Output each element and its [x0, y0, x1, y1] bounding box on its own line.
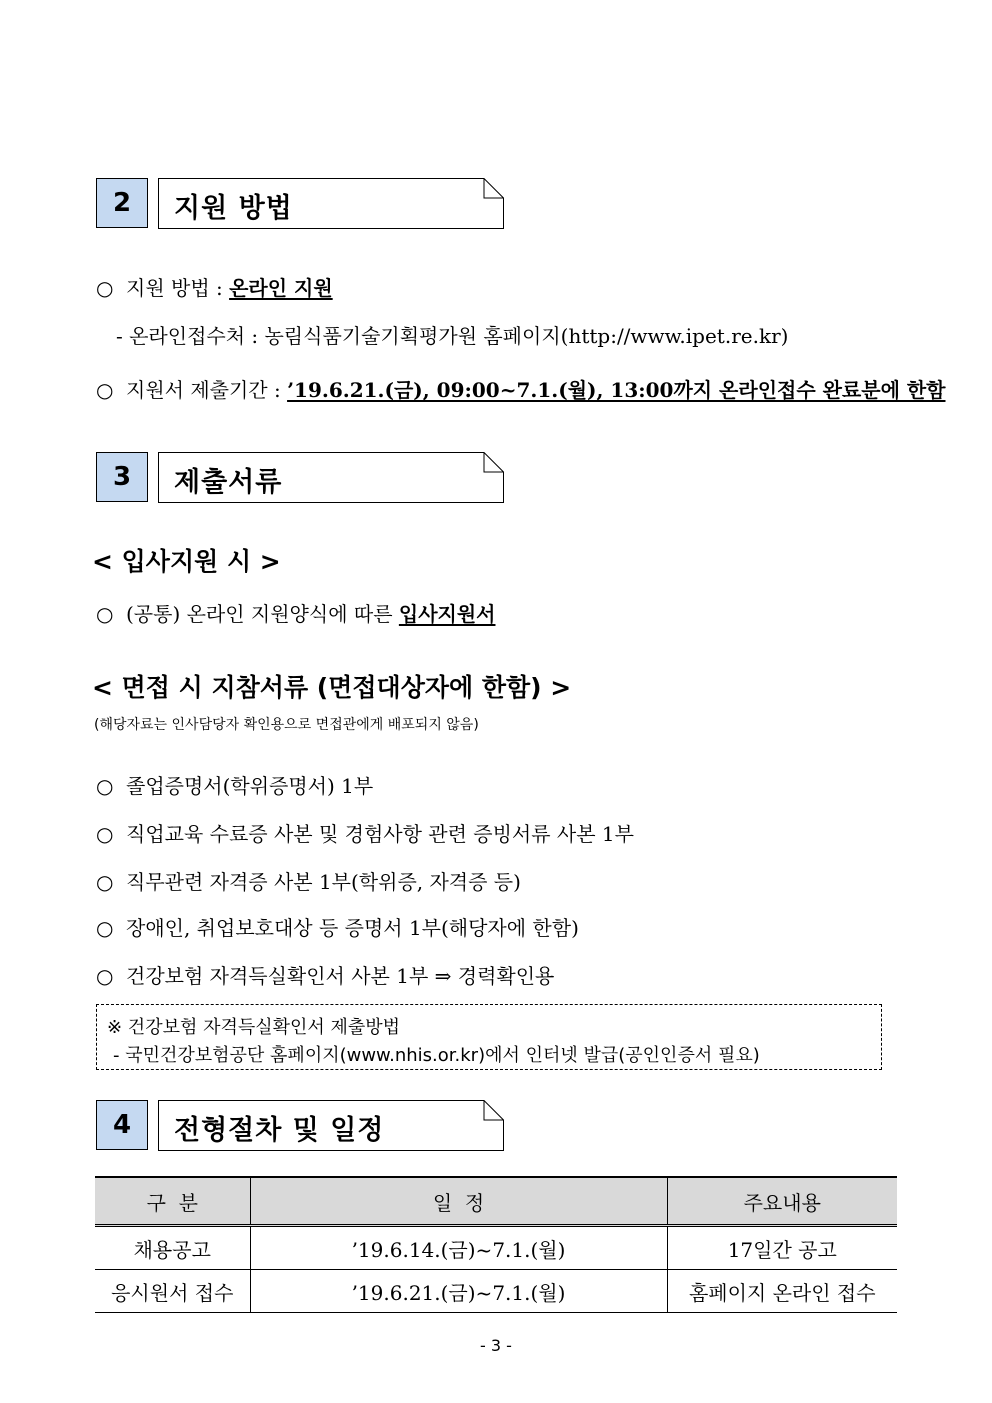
- table-cell: 채용공고: [95, 1226, 250, 1270]
- bullet-icon: ○: [96, 870, 114, 894]
- bullet-icon: ○: [96, 916, 114, 940]
- doc-item-text: 졸업증명서(학위증명서) 1부: [126, 774, 374, 798]
- apply-docs-heading: < 입사지원 시 >: [92, 547, 281, 576]
- section-number-2: 2: [96, 178, 148, 228]
- doc-item-text: 직업교육 수료증 사본 및 경험사항 관련 증빙서류 사본 1부: [126, 822, 634, 846]
- bullet-icon: ○: [96, 378, 114, 402]
- section-title-3: 제출서류: [174, 467, 283, 498]
- apply-period-value: ’19.6.21.(금), 09:00~7.1.(월), 13:00까지 온라인접수 완료분에 한함: [287, 378, 946, 402]
- table-header-row: [95, 1177, 897, 1226]
- section-title-box-3: [158, 452, 504, 502]
- interview-docs-note: (해당자료는 인사담당자 확인용으로 면접관에게 배포되지 않음): [94, 717, 479, 733]
- doc-item: [96, 960, 554, 989]
- table-cell: 17일간 공고: [667, 1226, 897, 1270]
- doc-item-text: 장애인, 취업보호대상 등 증명서 1부(해당자에 한함): [126, 916, 579, 940]
- section-title-box-2: [158, 178, 504, 228]
- section-number-3: 3: [96, 452, 148, 502]
- section-title-box-4: [158, 1100, 504, 1150]
- page-number: - 3 -: [480, 1336, 512, 1355]
- apply-method-line: [96, 272, 333, 301]
- apply-method-value: 온라인 지원: [229, 276, 333, 300]
- apply-period-line: [96, 374, 946, 403]
- table-cell: ’19.6.21.(금)~7.1.(월): [250, 1270, 667, 1313]
- table-cell: ’19.6.14.(금)~7.1.(월): [250, 1226, 667, 1270]
- apply-docs-line: [96, 598, 495, 627]
- bullet-icon: ○: [96, 964, 114, 988]
- doc-item: [96, 818, 634, 847]
- bullet-icon: ○: [96, 602, 114, 626]
- apply-docs-label: (공통) 온라인 지원양식에 따른: [126, 602, 399, 626]
- doc-item: [96, 770, 373, 799]
- section-title-4: 전형절차 및 일정: [174, 1115, 385, 1146]
- schedule-table: [95, 1176, 897, 1313]
- column-header: 구 분: [95, 1177, 250, 1226]
- section-number-4: 4: [96, 1100, 148, 1150]
- table-row: [95, 1226, 897, 1270]
- apply-method-label: 지원 방법 :: [126, 276, 230, 300]
- doc-item-text: 직무관련 자격증 사본 1부(학위증, 자격증 등): [126, 870, 521, 894]
- note-box-line-1: ※ 건강보험 자격득실확인서 제출방법: [107, 1017, 401, 1038]
- table-cell: 홈페이지 온라인 접수: [667, 1270, 897, 1313]
- bullet-icon: ○: [96, 822, 114, 846]
- doc-item-text: 건강보험 자격득실확인서 사본 1부 ⇒ 경력확인용: [126, 964, 555, 988]
- table-row: [95, 1270, 897, 1313]
- note-box-line-2: - 국민건강보험공단 홈페이지(www.nhis.or.kr)에서 인터넷 발급(공인인증서 필요): [113, 1045, 760, 1066]
- doc-item: [96, 866, 521, 895]
- column-header: 일 정: [250, 1177, 667, 1226]
- doc-item: [96, 912, 579, 941]
- section-title-2: 지원 방법: [174, 193, 293, 224]
- bullet-icon: ○: [96, 774, 114, 798]
- table-cell: 응시원서 접수: [95, 1270, 250, 1313]
- column-header: 주요내용: [667, 1177, 897, 1226]
- apply-site-line: - 온라인접수처 : 농림식품기술기획평가원 홈페이지(http://www.ipet.re.kr): [116, 324, 789, 348]
- apply-docs-value: 입사지원서: [398, 602, 496, 626]
- interview-docs-heading: < 면접 시 지참서류 (면접대상자에 한함) >: [92, 673, 572, 702]
- apply-period-label: 지원서 제출기간 :: [126, 378, 288, 402]
- bullet-icon: ○: [96, 276, 114, 300]
- health-insurance-note-box: [96, 1004, 882, 1070]
